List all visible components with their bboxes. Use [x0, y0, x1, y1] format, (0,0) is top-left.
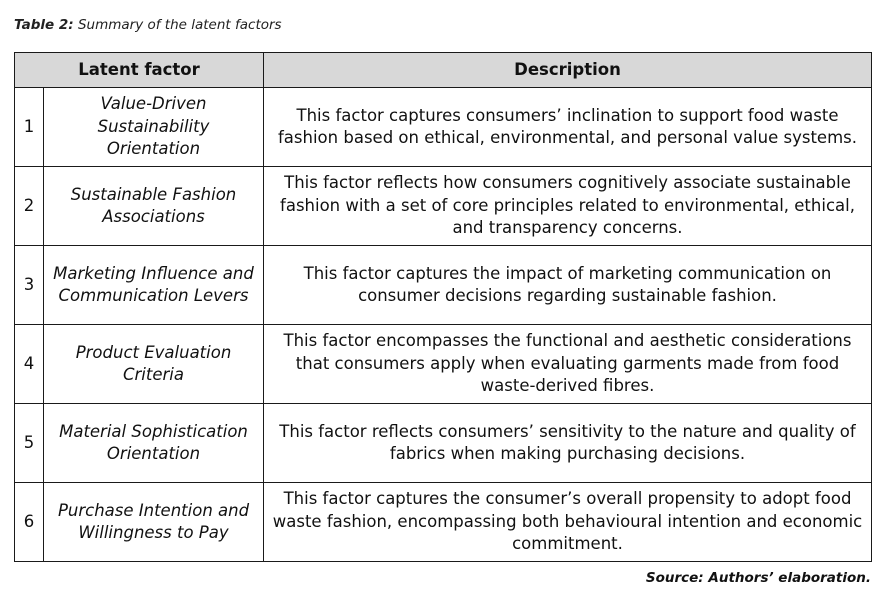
table-row [15, 88, 872, 167]
header-description: Description [264, 53, 872, 88]
source-note: Source: Authors’ elaboration. [645, 570, 871, 586]
factor-description: This factor reflects consumers’ sensitivity to the nature and quality of fabrics when making purchasing decisions. [264, 404, 872, 483]
factor-name: Marketing Influence and Communication Levers [44, 246, 264, 325]
row-number: 1 [15, 88, 44, 167]
table-row [15, 325, 872, 404]
table-row [15, 167, 872, 246]
factor-description: This factor captures consumers’ inclination to support food waste fashion based on ethical, environmental, and personal value systems. [264, 88, 872, 167]
factor-name: Value-Driven Sustainability Orientation [44, 88, 264, 167]
factor-description: This factor captures the impact of marketing communication on consumer decisions regarding sustainable fashion. [264, 246, 872, 325]
table-row [15, 483, 872, 562]
factor-name: Material Sophistication Orientation [44, 404, 264, 483]
factor-name: Product Evaluation Criteria [44, 325, 264, 404]
row-number: 5 [15, 404, 44, 483]
factor-name: Sustainable Fashion Associations [44, 167, 264, 246]
factor-description: This factor encompasses the functional and aesthetic considerations that consumers apply when evaluating garments made from food waste-derived fibres. [264, 325, 872, 404]
factor-name: Purchase Intention and Willingness to Pay [44, 483, 264, 562]
factor-description: This factor reflects how consumers cognitively associate sustainable fashion with a set of core principles related to environmental, ethical, and transparency concerns. [264, 167, 872, 246]
row-number: 4 [15, 325, 44, 404]
table-caption-text: Summary of the latent factors [77, 17, 282, 33]
header-latent-factor: Latent factor [15, 53, 264, 88]
latent-factors-table [14, 52, 872, 562]
factor-description: This factor captures the consumer’s overall propensity to adopt food waste fashion, encompassing both behavioural intention and economic commitment. [264, 483, 872, 562]
table-caption [14, 17, 282, 33]
row-number: 6 [15, 483, 44, 562]
table-row [15, 246, 872, 325]
table-caption-label: Table 2: [14, 17, 74, 33]
row-number: 2 [15, 167, 44, 246]
table-row [15, 404, 872, 483]
row-number: 3 [15, 246, 44, 325]
table-header-row [15, 53, 872, 88]
